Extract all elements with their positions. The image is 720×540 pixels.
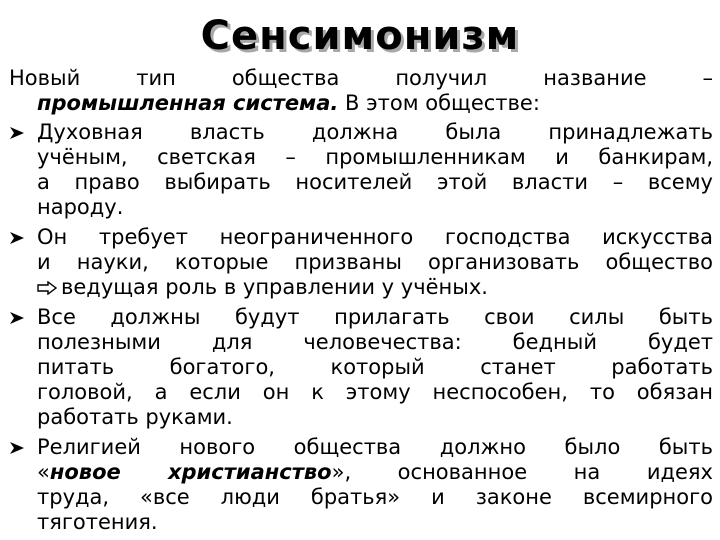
bullet-4-line-3: труда, «все люди братья» и законе всемирного [37,485,713,509]
arrowhead-bullet-icon [9,311,25,325]
bullet-1-line-1: Духовная власть должна была принадлежать [37,120,713,144]
bullet-3-line-5: работать руками. [37,405,233,429]
intro-line-2 [9,91,713,116]
quote-open: « [37,460,50,484]
bullet-4-emphasis: новое христианство [49,460,332,484]
arrowhead-bullet-icon [9,126,25,140]
slide-title: Сенсимонизм [200,13,520,59]
intro-emphasis: промышленная система. [37,91,339,115]
bullet-2-line-1: Он требует неограниченного господства искусства [37,225,713,249]
bullet-3-line-1: Все должны будут прилагать свои силы быть [37,305,713,329]
bullet-item-1 [9,120,713,220]
bullet-4-line-2 [37,460,713,485]
bullet-item-3 [9,305,713,430]
bullet-3-line-2: полезными для человечества: бедный будет [37,330,713,354]
bullet-4-line-1: Религией нового общества должно было быть [37,435,713,459]
intro-tail: В этом обществе: [338,91,540,115]
bullet-2-line-2: и науки, которые призваны организовать общество [37,250,713,274]
bullet-2-arrow-text: ведущая роль в управлении у учёных. [61,275,488,299]
bullet-4-line-2-rest: », основанное на идеях [331,460,713,484]
intro-paragraph [9,66,713,116]
arrowhead-bullet-icon [9,231,25,245]
arrowhead-bullet-icon [9,441,25,455]
slide-body [9,66,713,540]
bullet-1-line-4: народу. [37,195,124,219]
intro-line-1: Новый тип общества получил название – [9,66,713,90]
bullet-2-line-3 [37,275,713,300]
bullet-3-line-3: питать богатого, который станет работать [37,355,713,379]
bullet-item-4 [9,435,713,535]
bullet-1-line-3: а право выбирать носителей этой власти – всему [37,170,713,194]
right-arrow-icon [37,281,57,295]
bullet-1-line-2: учёным, светская – промышленникам и банкирам, [37,145,713,169]
bullet-3-line-4: головой, а если он к этому неспособен, то обязан [37,380,713,404]
bullet-item-2 [9,225,713,300]
bullet-4-line-4: тяготения. [37,510,158,534]
